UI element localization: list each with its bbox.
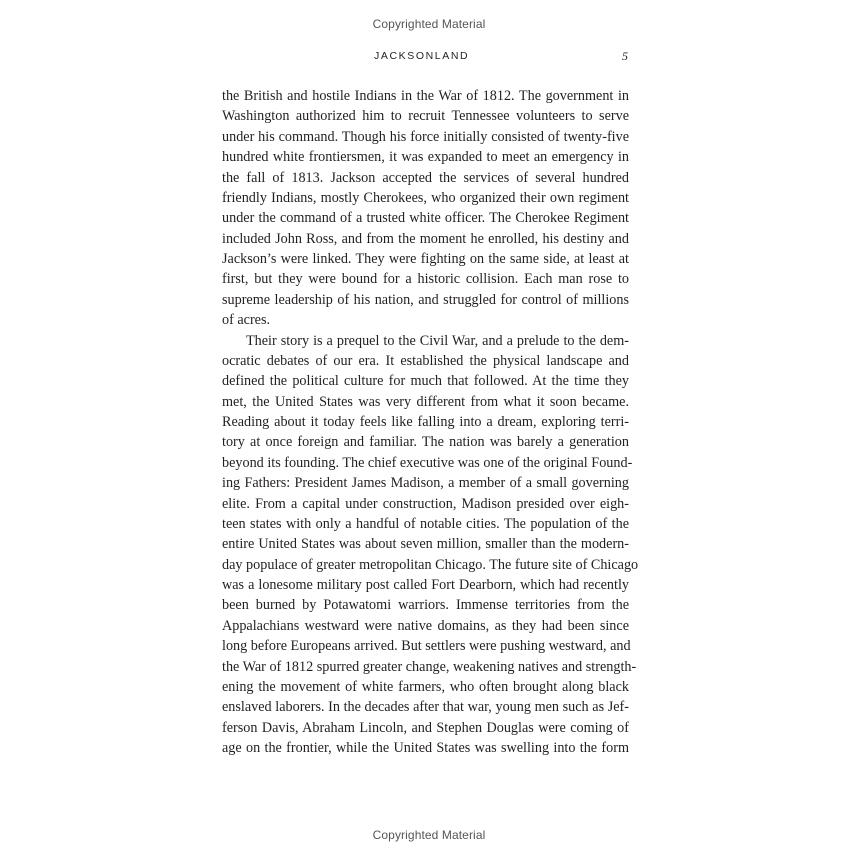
text-line: first, but they were bound for a historic collision. Each man rose to bbox=[222, 271, 629, 288]
text-line: Appalachians westward were native domains, as they had been since bbox=[222, 617, 629, 634]
text-line: of acres. bbox=[222, 312, 271, 329]
text-line: beyond its founding. The chief executive was one of the original Found- bbox=[222, 454, 633, 471]
text-line: age on the frontier, while the United States was swelling into the form bbox=[222, 740, 629, 756]
text-line: ening the movement of white farmers, who often brought along black bbox=[222, 678, 629, 695]
text-line: day populace of greater metropolitan Chicago. The future site of Chicago bbox=[222, 556, 639, 573]
copyright-watermark-bottom: Copyrighted Material bbox=[372, 828, 486, 842]
paragraph bbox=[222, 331, 639, 759]
text-line: teen states with only a handful of notable cities. The population of the bbox=[222, 515, 629, 532]
text-line: Reading about it today feels like falling into a dream, exploring terri- bbox=[222, 414, 629, 430]
text-line: ocratic debates of our era. It established the physical landscape and bbox=[222, 352, 629, 369]
page-number: 5 bbox=[622, 49, 628, 63]
text-line: the War of 1812 spurred greater change, weakening natives and strength- bbox=[222, 658, 637, 675]
text-line: ferson Davis, Abraham Lincoln, and Stephen Douglas were coming of bbox=[222, 719, 629, 736]
text-line: under the command of a trusted white officer. The Cherokee Regiment bbox=[222, 210, 629, 227]
text-line: been burned by Potawatomi warriors. Immense territories from the bbox=[222, 597, 629, 614]
text-line: defined the political culture for much that followed. At the time they bbox=[222, 373, 629, 390]
text-line: elite. From a capital under construction, Madison presided over eigh- bbox=[222, 495, 629, 512]
text-line: under his command. Though his force initially consisted of twenty-five bbox=[222, 128, 629, 145]
text-line: long before Europeans arrived. But settlers were pushing westward, and bbox=[222, 638, 631, 655]
text-line: hundred white frontiersmen, it was expanded to meet an emergency in bbox=[222, 149, 629, 166]
text-line: tory at once foreign and familiar. The nation was barely a generation bbox=[222, 434, 629, 451]
copyright-watermark-top: Copyrighted Material bbox=[372, 17, 486, 31]
text-line: Jackson’s were linked. They were fighting on the same side, at least at bbox=[222, 251, 629, 267]
text-line: was a lonesome military post called Fort Dearborn, which had recently bbox=[222, 577, 629, 593]
running-head-title: JACKSONLAND bbox=[374, 50, 470, 62]
text-line: ing Fathers: President James Madison, a member of a small governing bbox=[222, 475, 629, 492]
text-line: the British and hostile Indians in the War of 1812. The government in bbox=[222, 88, 629, 104]
text-line: enslaved laborers. In the decades after that war, young men such as Jef- bbox=[222, 699, 629, 716]
body-text bbox=[222, 86, 639, 758]
text-line: included John Ross, and from the moment he enrolled, his destiny and bbox=[222, 230, 629, 247]
text-line: entire United States was about seven million, smaller than the modern- bbox=[222, 536, 629, 553]
text-line: supreme leadership of his nation, and struggled for control of millions bbox=[222, 291, 629, 308]
text-line: the fall of 1813. Jackson accepted the services of several hundred bbox=[222, 169, 629, 186]
text-line: Their story is a prequel to the Civil War, and a prelude to the dem- bbox=[246, 332, 629, 349]
text-line: Washington authorized him to recruit Tennessee volunteers to serve bbox=[222, 108, 629, 125]
text-line: met, the United States was very different from what it soon became. bbox=[222, 393, 629, 410]
text-line: friendly Indians, mostly Cherokees, who organized their own regiment bbox=[222, 189, 629, 206]
paragraph bbox=[222, 86, 629, 331]
